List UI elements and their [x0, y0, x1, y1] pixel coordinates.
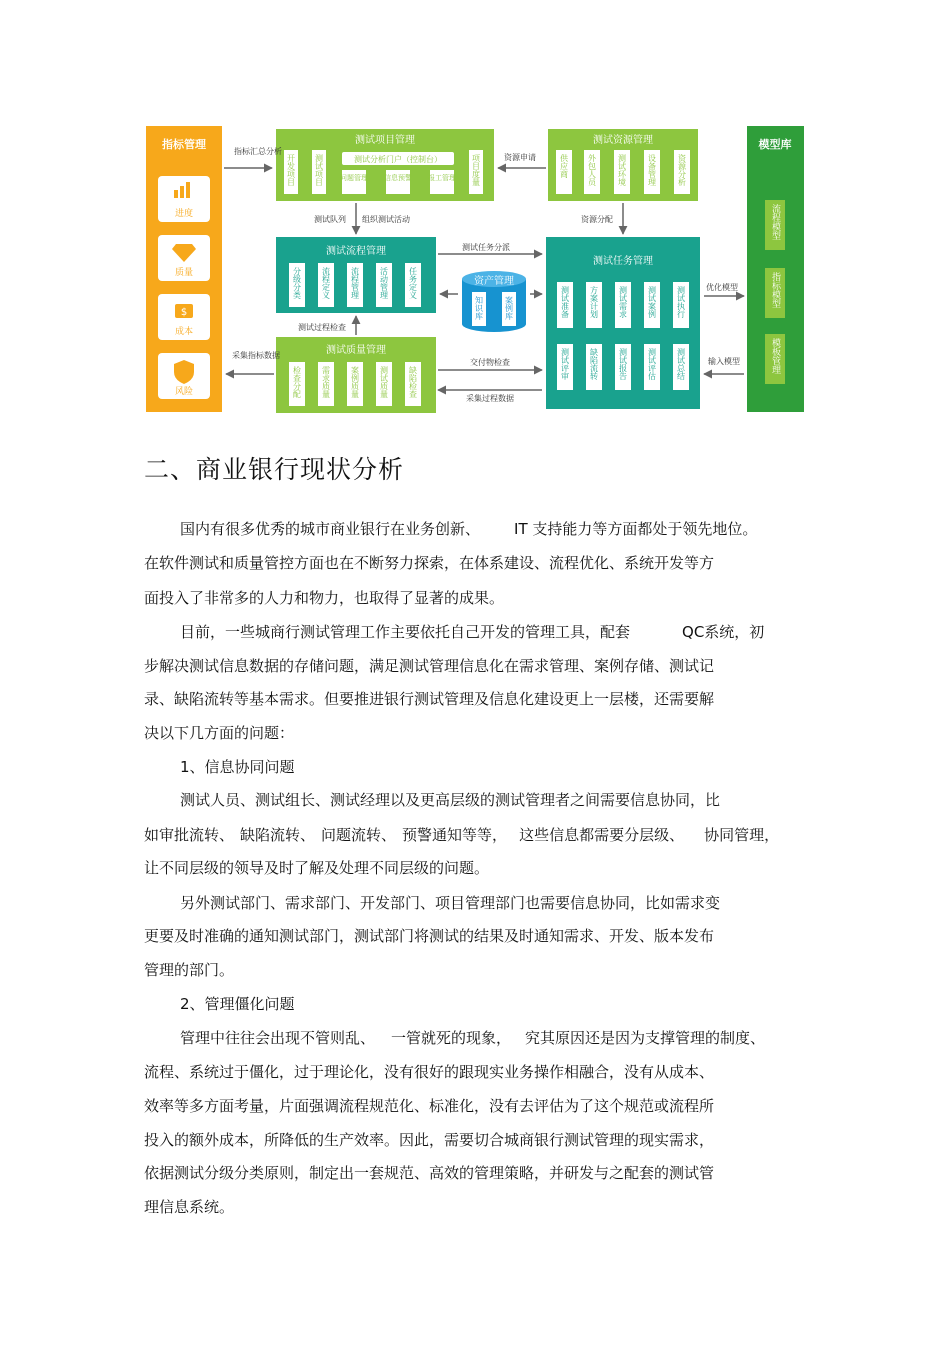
model-label-template: 模板管理: [770, 338, 780, 374]
label-collect-process: 采集过程数据: [466, 394, 514, 403]
paragraph-2-line-1: 目前，一些城商行测试管理工作主要依托自己开发的管理工具，配套 QC系统，初: [180, 623, 765, 641]
task-item-report: 测试报告: [618, 348, 628, 380]
model-item-process: [765, 200, 785, 250]
label-indicator-summary: 指标汇总分析: [234, 147, 282, 156]
model-item-indicator: [765, 268, 785, 318]
indicator-management-title: 指标管理: [162, 138, 206, 151]
quality-item-defect: 缺陷检查: [408, 366, 418, 398]
task-management-box: [546, 237, 700, 409]
project-item-metrics: 项目度量: [471, 154, 481, 186]
paragraph-3-line-2: 如审批流转、 缺陷流转、 问题流转、 预警通知等等， 这些信息都需要分层级、 协同管理，: [144, 826, 780, 844]
task-item-requirement: 测试需求: [618, 286, 628, 318]
quality-management-box: [276, 337, 436, 413]
task-item-review: 测试评审: [560, 348, 570, 380]
resource-item-env: 测试环境: [617, 154, 627, 186]
resource-item-analysis: 资源分析: [677, 154, 687, 186]
indicator-label-cost: 成本: [174, 327, 194, 337]
paragraph-4-line-1: 另外测试部门、需求部门、开发部门、项目管理部门也需要信息协同，比如需求变: [180, 894, 721, 912]
task-item-execute: 测试执行: [676, 286, 686, 318]
paragraph-1-line-2: 在软件测试和质量管控方面也在不断努力探索，在体系建设、流程优化、系统开发等方: [144, 554, 715, 572]
project-management-title: 测试项目管理: [355, 135, 415, 146]
model-label-indicator: 指标模型: [770, 272, 780, 308]
label-collect-metrics: 采集指标数据: [232, 351, 280, 360]
test-management-architecture-diagram: [144, 124, 806, 416]
paragraph-4-line-2: 更要及时准确的通知测试部门，测试部门将测试的结果及时通知需求、开发、版本发布: [144, 927, 715, 945]
project-item-test: 测试项目: [314, 154, 324, 186]
task-item-defect: 缺陷流转: [589, 348, 599, 380]
paragraph-5-line-3: 效率等多方面考量，片面强调流程规范化、标准化，没有去评估为了这个规范或流程所: [144, 1097, 715, 1115]
quality-item-test: 测试质量: [379, 366, 389, 398]
indicator-label-progress: 进度: [174, 209, 194, 219]
process-item-manage: 流程管理: [350, 267, 360, 299]
dollar-icon: [175, 304, 193, 318]
asset-management-title: 资产管理: [474, 276, 514, 287]
analysis-portal: 测试分析门户（控制台）: [354, 155, 442, 164]
paragraph-5-line-6: 理信息系统。: [144, 1198, 235, 1216]
project-sub-alert: 信息预警: [384, 174, 412, 182]
quality-item-assign: 检查分配: [292, 366, 302, 398]
process-item-define: 流程定义: [321, 267, 331, 299]
paragraph-5-line-4: 投入的额外成本，所降低的生产效率。因此，需要切合城商银行测试管理的现实需求，: [144, 1131, 715, 1149]
label-org-activity: 组织测试活动: [362, 215, 410, 224]
paragraph-2-line-3: 录、缺陷流转等基本需求。但要推进银行测试管理及信息化建设更上一层楼，还需要解: [144, 690, 715, 708]
process-management-box: [276, 237, 436, 313]
paragraph-5-line-5: 依据测试分级分类原则，制定出一套规范、高效的管理策略，并研发与之配套的测试管: [144, 1164, 715, 1182]
task-item-summary: 测试总结: [676, 348, 686, 380]
asset-item-cases: 案例库: [504, 296, 514, 320]
quality-management-title: 测试质量管理: [326, 345, 386, 356]
paragraph-2-line-4: 决以下几方面的问题：: [144, 724, 295, 742]
indicator-item-progress: [158, 176, 210, 222]
label-resource-request: 资源申请: [504, 153, 536, 162]
resource-item-device: 设备管理: [647, 154, 657, 186]
label-input-model: 输入模型: [708, 357, 740, 366]
asset-management-db: [462, 271, 526, 332]
quality-item-case: 案例质量: [350, 366, 360, 398]
process-item-task: 任务定义: [408, 267, 418, 299]
resource-item-outsource: 外包人员: [587, 154, 597, 186]
indicator-item-cost: [158, 294, 210, 340]
paragraph-2-line-2: 步解决测试信息数据的存储问题，满足测试管理信息化在需求管理、案例存储、测试记: [144, 657, 715, 675]
asset-item-knowledge: 知识库: [474, 296, 484, 320]
indicator-item-risk: [158, 353, 210, 399]
task-item-plan: 方案计划: [589, 286, 599, 318]
model-library-title: 模型库: [758, 138, 792, 151]
project-sub-worklog: 报工管理: [428, 174, 456, 182]
label-task-dispatch: 测试任务分派: [462, 243, 510, 252]
resource-management-box: [548, 129, 698, 201]
task-item-assess: 测试评估: [647, 348, 657, 380]
indicator-item-quality: [158, 235, 210, 281]
label-test-queue: 测试队列: [314, 215, 346, 224]
indicator-label-quality: 质量: [174, 268, 194, 278]
project-item-dev: 开发项目: [286, 154, 296, 186]
model-library-panel: [747, 126, 804, 412]
paragraph-1-line-1: 国内有很多优秀的城市商业银行在业务创新、 IT 支持能力等方面都处于领先地位。: [180, 520, 758, 538]
svg-text:$: $: [180, 307, 188, 318]
task-management-title: 测试任务管理: [593, 256, 653, 267]
process-management-title: 测试流程管理: [326, 246, 386, 257]
task-item-prepare: 测试准备: [560, 286, 570, 318]
subheading-management-rigidity: 2、管理僵化问题: [180, 995, 295, 1013]
paragraph-4-line-3: 管理的部门。: [144, 961, 235, 979]
resource-item-vendor: 供应商: [559, 154, 569, 178]
model-label-process: 流程模型: [770, 204, 780, 240]
label-deliverable-check: 交付物检查: [470, 358, 510, 367]
indicator-management-panel: [146, 126, 222, 412]
paragraph-1-line-3: 面投入了非常多的人力和物力，也取得了显著的成果。: [144, 589, 505, 607]
process-item-classify: 分级分类: [292, 267, 302, 299]
paragraph-3-line-1: 测试人员、测试组长、测试经理以及更高层级的测试管理者之间需要信息协同，比: [180, 791, 721, 809]
indicator-label-risk: 风险: [174, 387, 194, 397]
paragraph-5-line-2: 流程、系统过于僵化，过于理论化，没有很好的跟现实业务操作相融合，没有从成本、: [144, 1063, 715, 1081]
label-process-check: 测试过程检查: [298, 323, 346, 332]
label-optimize-model: 优化模型: [706, 283, 738, 292]
model-item-template: [765, 334, 785, 384]
paragraph-3-line-3: 让不同层级的领导及时了解及处理不同层级的问题。: [144, 859, 490, 877]
label-resource-alloc: 资源分配: [581, 215, 613, 224]
process-item-activity: 活动管理: [379, 267, 389, 299]
project-sub-issue: 问题管理: [340, 174, 368, 182]
task-item-case: 测试案例: [647, 286, 657, 318]
resource-management-title: 测试资源管理: [593, 135, 653, 146]
paragraph-5-line-1: 管理中往往会出现不管则乱、 一管就死的现象， 究其原因还是因为支撑管理的制度、: [180, 1029, 766, 1047]
project-management-box: [276, 129, 494, 201]
quality-item-requirement: 需求质量: [321, 366, 331, 398]
subheading-info-collaboration: 1、信息协同问题: [180, 758, 295, 776]
section-heading: 二、商业银行现状分析: [144, 455, 405, 484]
